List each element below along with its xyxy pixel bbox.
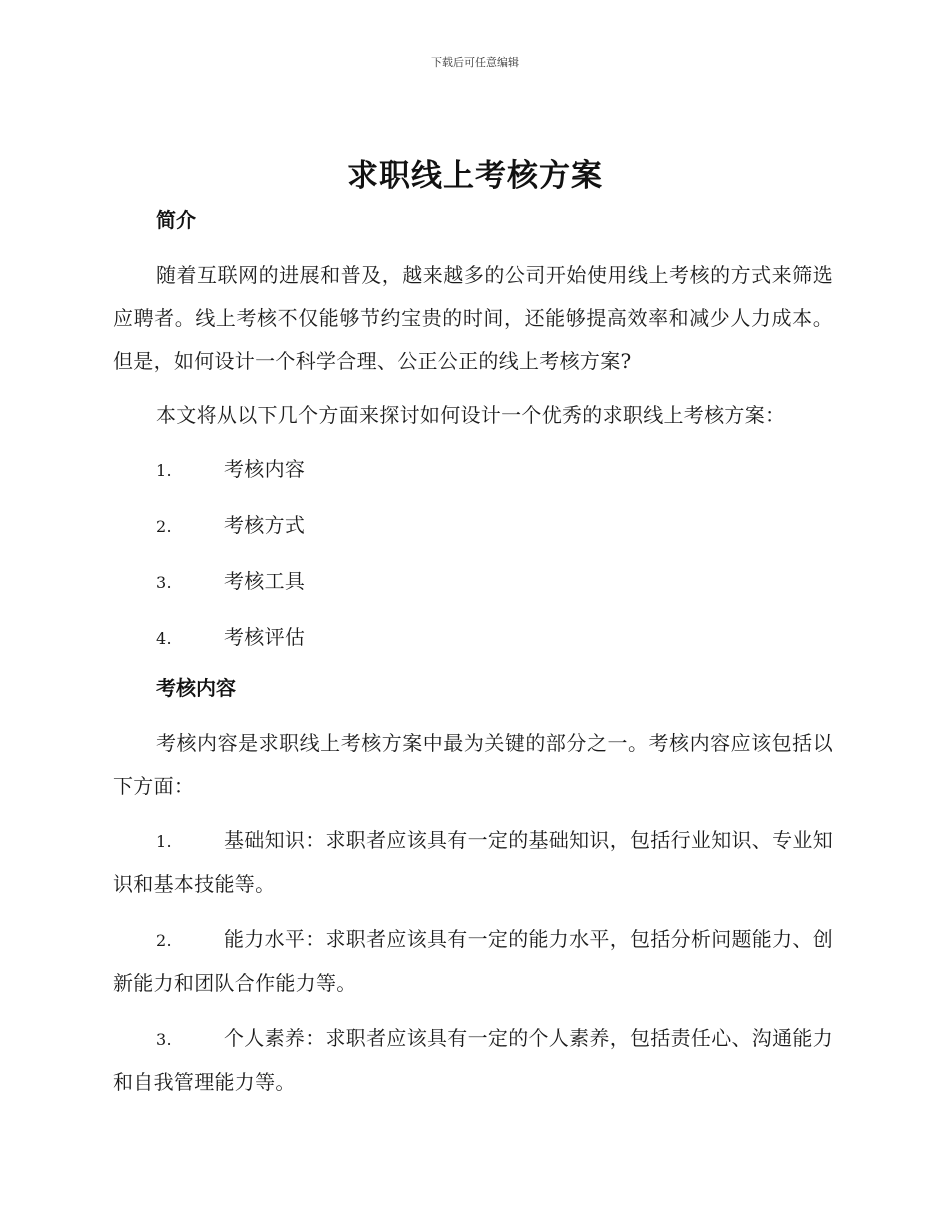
intro-list-item — [113, 504, 833, 548]
section-heading-content: 考核内容 — [156, 676, 236, 700]
list-text: 个人素养：求职者应该具有一定的个人素养，包括责任心、沟通能力和自我管理能力等。 — [113, 1026, 833, 1094]
content-list-item — [113, 1017, 833, 1104]
section-heading-intro: 简介 — [156, 208, 196, 232]
list-number: 1. — [156, 832, 172, 851]
intro-list-item — [113, 448, 833, 492]
intro-paragraph-2: 本文将从以下几个方面来探讨如何设计一个优秀的求职线上考核方案： — [156, 403, 786, 427]
list-text: 考核方式 — [224, 513, 306, 537]
list-number: 2. — [156, 517, 172, 536]
list-text: 考核工具 — [224, 569, 306, 593]
list-number: 2. — [156, 931, 172, 950]
document-body — [113, 200, 833, 1116]
intro-list-item — [113, 560, 833, 604]
list-number: 1. — [156, 461, 172, 480]
list-text: 考核内容 — [224, 457, 306, 481]
list-number: 3. — [156, 573, 172, 592]
list-text: 基础知识：求职者应该具有一定的基础知识，包括行业知识、专业知识和基本技能等。 — [113, 828, 833, 896]
content-list-item — [113, 918, 833, 1005]
content-list-item — [113, 819, 833, 906]
content-paragraph-1: 考核内容是求职线上考核方案中最为关键的部分之一。考核内容应该包括以下方面： — [113, 731, 833, 798]
list-number: 4. — [156, 629, 172, 648]
header-note: 下载后可任意编辑 — [431, 56, 519, 69]
intro-paragraph-1: 随着互联网的进展和普及，越来越多的公司开始使用线上考核的方式来筛选应聘者。线上考核不仅能够节约宝贵的时间，还能够提高效率和减少人力成本。但是，如何设计一个科学合理、公正公正的线上考核方案? — [113, 263, 833, 373]
list-text: 能力水平：求职者应该具有一定的能力水平，包括分析问题能力、创新能力和团队合作能力等。 — [113, 927, 833, 995]
intro-list-item — [113, 616, 833, 660]
list-text: 考核评估 — [224, 625, 306, 649]
document-title: 求职线上考核方案 — [347, 158, 603, 194]
list-number: 3. — [156, 1030, 172, 1049]
